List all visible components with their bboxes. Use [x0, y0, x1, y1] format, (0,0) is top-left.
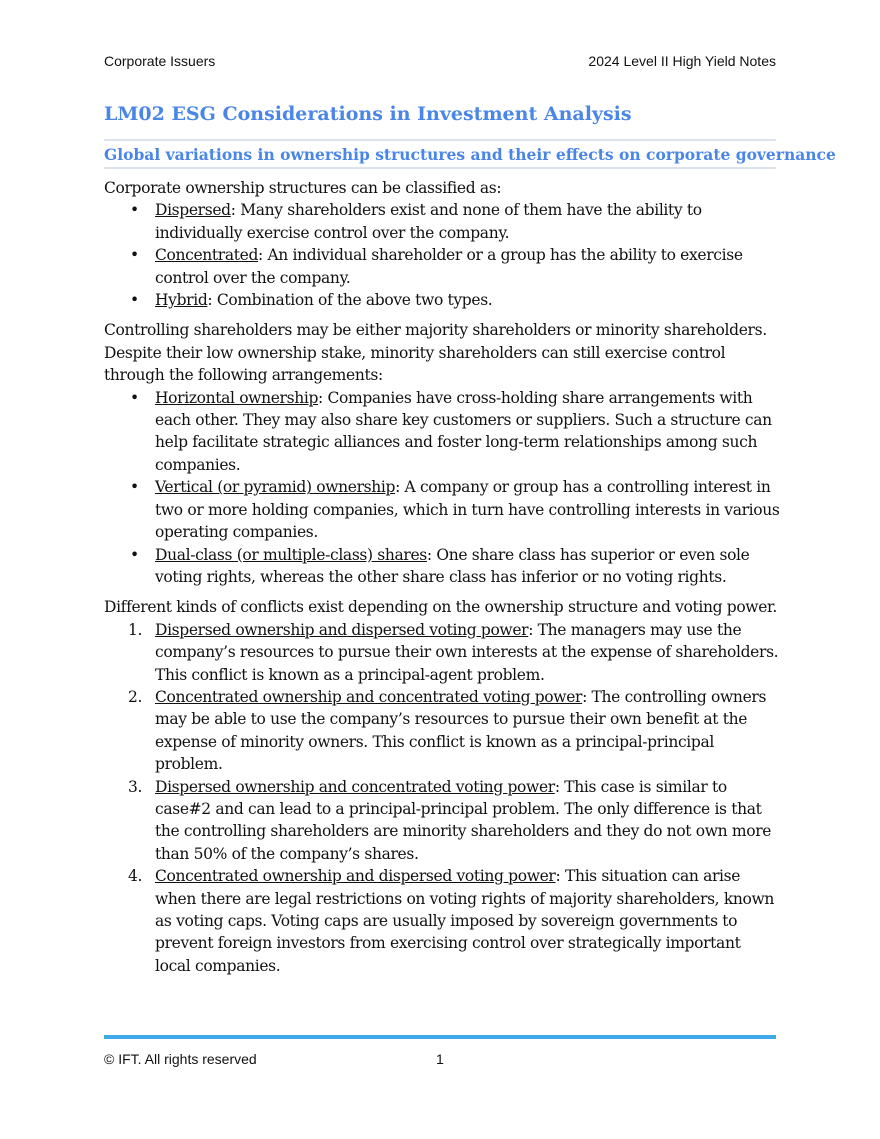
heading-divider: [104, 167, 776, 169]
list-item: [104, 244, 780, 289]
footer-divider: [104, 1035, 776, 1039]
term: Dispersed: [155, 201, 231, 220]
definition: : This situation can arise when there are legal restrictions on voting rights of majority shareholders, known as voting caps. Voting caps are usually imposed by sovereign governments to prevent foreign investors from exercising control over strategically important local companies.: [155, 867, 775, 975]
list-number: 1.: [128, 620, 143, 639]
ownership-intro: Corporate ownership structures can be classified as:: [104, 179, 502, 197]
list-item: [104, 544, 780, 589]
bullet-icon: •: [130, 478, 139, 497]
definition: : The controlling owners may be able to use the company’s resources to pursue their own benefit at the expense of minority owners. This conflict is known as a principal-principal problem.: [155, 687, 767, 774]
definition: : The managers may use the company’s resources to pursue their own interests at the expense of shareholders. This conflict is known as a principal-agent problem.: [155, 620, 779, 684]
list-number: 3.: [128, 777, 143, 796]
control-arrangements-list: [104, 387, 780, 589]
term: Dual-class (or multiple-class) shares: [155, 545, 427, 564]
list-item: [104, 619, 780, 686]
definition: : This case is similar to case#2 and can lead to a principal-principal problem. The only difference is that the controlling shareholders are minority shareholders and they do not own more than 50% of the company’s shares.: [155, 777, 772, 863]
section-heading: Global variations in ownership structures and their effects on corporate governance: [104, 145, 836, 164]
conflicts-intro: Different kinds of conflicts exist depending on the ownership structure and voting power.: [104, 598, 777, 617]
definition: : One share class has superior or even sole voting rights, whereas the other share class has inferior or no voting rights.: [155, 545, 750, 586]
term: Concentrated: [155, 246, 259, 265]
ownership-types-list: [104, 199, 780, 311]
term: Hybrid: [155, 291, 208, 310]
definition: : Many shareholders exist and none of them have the ability to individually exercise control over the company.: [155, 201, 702, 242]
footer-copyright: © IFT. All rights reserved: [104, 1051, 257, 1067]
definition: : Companies have cross-holding share arrangements with each other. They may also share key customers or suppliers. Such a structure can help facilitate strategic alliances and foster long-term relationships among such companies.: [155, 388, 772, 474]
term: Vertical (or pyramid) ownership: [155, 478, 396, 497]
list-item: [104, 865, 780, 977]
bullet-icon: •: [130, 545, 139, 564]
title-divider: [104, 139, 776, 141]
page-title: LM02 ESG Considerations in Investment Analysis: [104, 103, 632, 125]
list-item: [104, 387, 780, 477]
bullet-icon: •: [130, 201, 139, 220]
bullet-icon: •: [130, 291, 139, 310]
definition: : Combination of the above two types.: [207, 291, 493, 310]
bullet-icon: •: [130, 246, 139, 265]
controlling-shareholders-intro: Controlling shareholders may be either majority shareholders or minority shareholders. Despite their low ownership stake, minority shareholders can still exercise control through the following arrangements:: [104, 321, 767, 385]
term: Dispersed ownership and concentrated voting power: [155, 777, 555, 796]
term: Concentrated ownership and dispersed voting power: [155, 867, 556, 886]
page-number: 1: [436, 1051, 444, 1067]
definition: : A company or group has a controlling interest in two or more holding companies, which in turn have controlling interests in various operating companies.: [155, 478, 780, 542]
definition: : An individual shareholder or a group has the ability to exercise control over the company.: [155, 246, 743, 287]
list-item: [104, 776, 780, 866]
document-body: [104, 177, 780, 977]
header-right-text: 2024 Level II High Yield Notes: [588, 53, 776, 69]
bullet-icon: •: [130, 388, 139, 407]
list-item: [104, 289, 780, 311]
list-number: 4.: [128, 867, 143, 886]
term: Concentrated ownership and concentrated voting power: [155, 687, 583, 706]
list-number: 2.: [128, 687, 143, 706]
list-item: [104, 199, 780, 244]
list-item: [104, 686, 780, 776]
conflicts-list: [104, 619, 780, 978]
list-item: [104, 476, 780, 543]
term: Dispersed ownership and dispersed voting power: [155, 620, 529, 639]
header-left-text: Corporate Issuers: [104, 53, 216, 69]
term: Horizontal ownership: [155, 388, 319, 407]
